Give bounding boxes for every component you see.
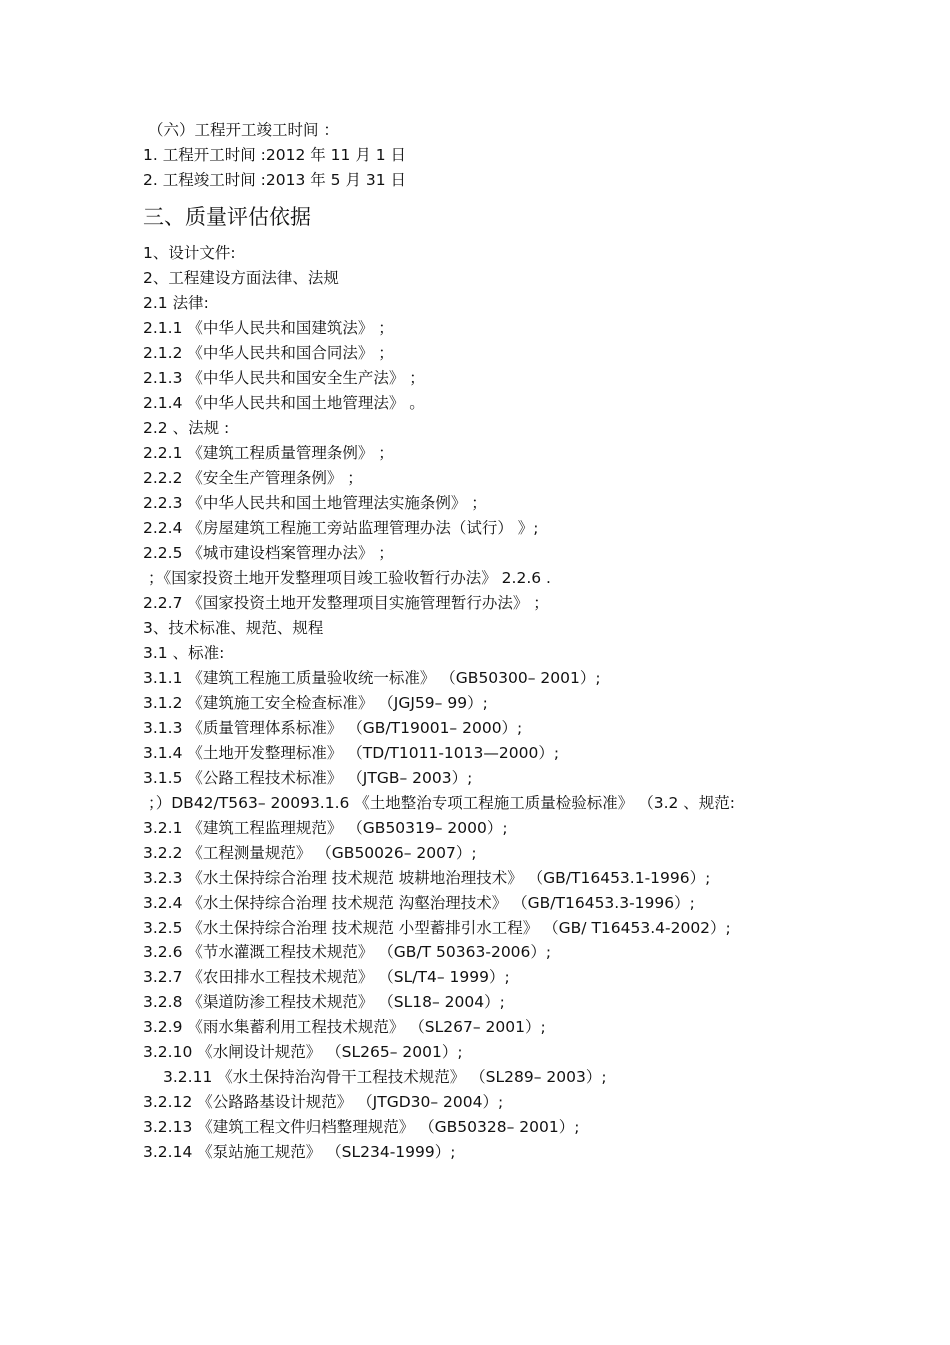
line-std-3-1-5: 3.1.5 《公路工程技术标准》 （JTGB– 2003）; (143, 769, 473, 787)
line-spec-3-2-11: 3.2.11 《水土保持治沟骨干工程技术规范》 （SL289– 2003）; (163, 1068, 607, 1086)
line-law-2-1-2: 2.1.2 《中华人民共和国合同法》 ； (143, 344, 394, 362)
line-spec-3-2-8: 3.2.8 《渠道防渗工程技术规范》 （SL18– 2004）; (143, 993, 505, 1011)
subsection-title-construction-time: （六）工程开工竣工时间 ： (148, 121, 339, 139)
line-reg-2-2-1: 2.2.1 《建筑工程质量管理条例》 ； (143, 444, 394, 462)
line-spec-3-2-6: 3.2.6 《节水灌溉工程技术规范》 （GB/T 50363-2006）; (143, 943, 552, 961)
line-spec-3-2-5: 3.2.5 《水土保持综合治理 技术规范 小型蓄排引水工程》 （GB/ T16453.4-2002）; (143, 918, 731, 937)
line-law-2-1-3: 2.1.3 《中华人民共和国安全生产法》 ； (143, 369, 425, 387)
section-heading-quality-basis: 三、质量评估依据 (143, 205, 311, 229)
line-spec-3-2-10: 3.2.10 《水闸设计规范》 （SL265– 2001）; (143, 1043, 463, 1061)
line-std-3-1-4: 3.1.4 《土地开发整理标准》 （TD/T1011-1013—2000）; (143, 744, 560, 762)
line-law-2-1-4: 2.1.4 《中华人民共和国土地管理法》 。 (143, 394, 425, 412)
line-start-time: 1. 工程开工时间 :2012 年 11 月 1 日 (143, 146, 407, 164)
line-spec-3-2-13: 3.2.13 《建筑工程文件归档整理规范》 （GB50328– 2001）; (143, 1118, 580, 1136)
line-laws: 2.1 法律: (143, 294, 209, 312)
line-spec-3-2-14: 3.2.14 《泵站施工规范》 （SL234-1999）; (143, 1143, 456, 1161)
line-end-time: 2. 工程竣工时间 :2013 年 5 月 31 日 (143, 171, 407, 189)
line-standards: 3.1 、标准: (143, 644, 225, 662)
document-body (143, 118, 808, 1165)
line-std-3-1-3: 3.1.3 《质量管理体系标准》 （GB/T19001– 2000）; (143, 719, 523, 737)
line-spec-3-2-12: 3.2.12 《公路路基设计规范》 （JTGD30– 2004）; (143, 1093, 504, 1111)
line-design-files: 1、设计文件: (143, 244, 236, 262)
line-reg-2-2-6: ；《国家投资土地开发整理项目竣工验收暂行办法》 2.2.6 . (148, 569, 551, 587)
line-spec-3-2-7: 3.2.7 《农田排水工程技术规范》 （SL/T4– 1999）; (143, 968, 510, 986)
line-technical-standards: 3、技术标准、规范、规程 (143, 619, 324, 637)
line-laws-regulations: 2、工程建设方面法律、法规 (143, 269, 339, 287)
line-reg-2-2-3: 2.2.3 《中华人民共和国土地管理法实施条例》 ； (143, 494, 487, 512)
line-law-2-1-1: 2.1.1 《中华人民共和国建筑法》 ； (143, 319, 394, 337)
line-reg-2-2-2: 2.2.2 《安全生产管理条例》 ； (143, 469, 363, 487)
line-regulations: 2.2 、法规 : (143, 419, 230, 437)
line-spec-3-2-3: 3.2.3 《水土保持综合治理 技术规范 坡耕地治理技术》 （GB/T16453.1-1996）; (143, 868, 711, 887)
line-reg-2-2-5: 2.2.5 《城市建设档案管理办法》 ； (143, 544, 394, 562)
line-std-3-1-2: 3.1.2 《建筑施工安全检查标准》 （JGJ59– 99）; (143, 694, 488, 712)
line-spec-3-2-1: 3.2.1 《建筑工程监理规范》 （GB50319– 2000）; (143, 818, 508, 837)
line-reg-2-2-4: 2.2.4 《房屋建筑工程施工旁站监理管理办法（试行） 》; (143, 519, 539, 537)
line-std-3-1-6: ；）DB42/T563– 20093.1.6 《土地整治专项工程施工质量检验标准》 （3.2 、规范: (148, 794, 736, 812)
line-spec-3-2-9: 3.2.9 《雨水集蓄利用工程技术规范》 （SL267– 2001）; (143, 1018, 546, 1036)
line-reg-2-2-7: 2.2.7 《国家投资土地开发整理项目实施管理暂行办法》 ； (143, 594, 549, 612)
line-std-3-1-1: 3.1.1 《建筑工程施工质量验收统一标准》 （GB50300– 2001）; (143, 669, 601, 687)
line-spec-3-2-2: 3.2.2 《工程测量规范》 （GB50026– 2007）; (143, 843, 477, 862)
line-spec-3-2-4: 3.2.4 《水土保持综合治理 技术规范 沟壑治理技术》 （GB/T16453.3-1996）; (143, 893, 695, 912)
